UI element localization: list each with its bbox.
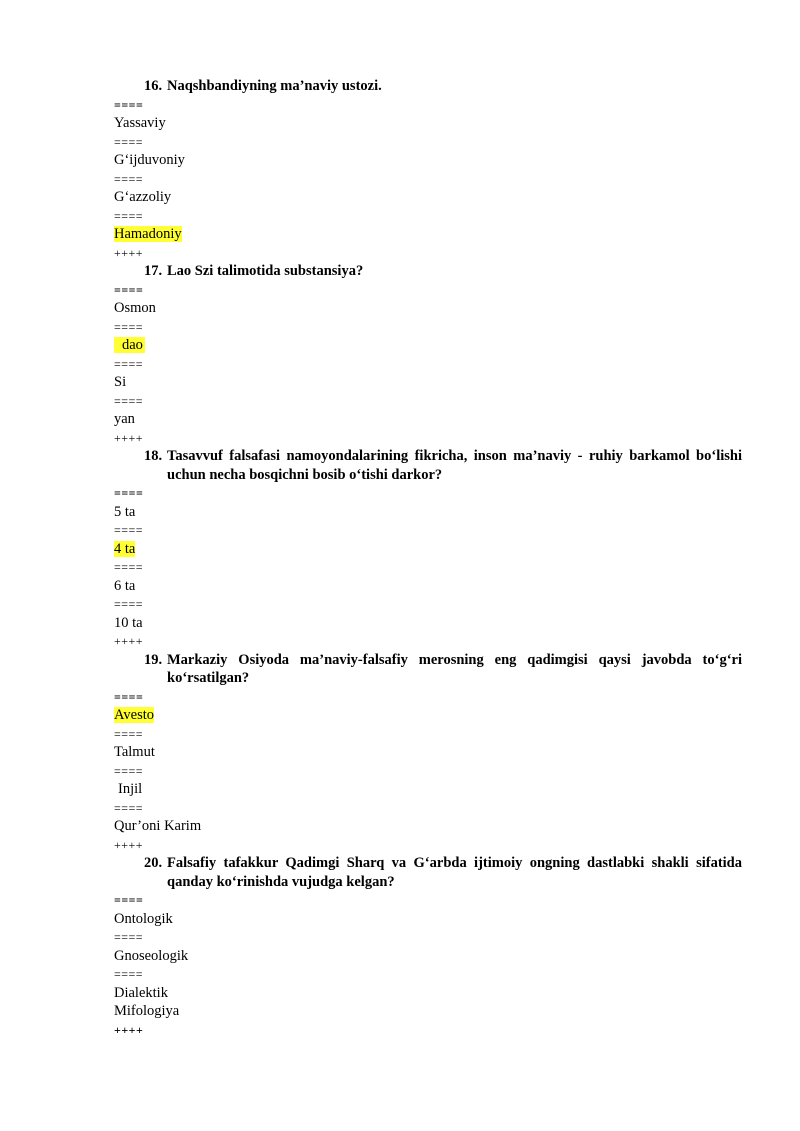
end-marker: ++++ [114, 430, 144, 445]
separator: ==== [114, 319, 144, 334]
answer-option-correct [114, 706, 742, 725]
separator: ==== [114, 208, 144, 223]
end-marker: ++++ [114, 634, 144, 648]
separator: ==== [114, 171, 144, 186]
separator: ==== [114, 689, 144, 704]
highlighted-answer: 4 ta [114, 540, 136, 557]
highlighted-answer: Hamadoniy [114, 226, 182, 242]
question-text: Naqshbandiyning ma’naviy ustozi. [167, 78, 382, 94]
separator: ==== [114, 560, 144, 574]
question-number: 18. [144, 448, 163, 464]
highlighted-answer: Avesto [114, 707, 155, 723]
test-document [114, 77, 742, 1039]
answer-option: 10 ta [114, 614, 143, 631]
end-marker: ++++ [114, 837, 144, 852]
question-16 [114, 77, 742, 96]
separator: ==== [114, 134, 144, 149]
separator: ==== [114, 523, 144, 537]
separator: ==== [114, 800, 144, 815]
question-number: 20. [144, 855, 163, 871]
answer-option: Talmut [114, 744, 155, 760]
answer-option: Mifologiya [114, 1003, 180, 1019]
question-text: Markaziy Osiyoda ma’naviy-falsafiy merosning eng qadimgisi qaysi javobda to‘g‘ri ko‘rsatilgan? [167, 651, 742, 686]
separator: ==== [114, 726, 144, 741]
separator: ==== [114, 597, 144, 611]
question-19 [114, 651, 742, 688]
separator: ==== [114, 763, 144, 778]
answer-option: Qur’oni Karim [114, 818, 202, 834]
separator: ==== [114, 97, 144, 112]
separator: ==== [114, 282, 144, 297]
answer-option: 6 ta [114, 577, 136, 594]
separator: ==== [114, 393, 144, 408]
question-number: 17. [144, 263, 163, 279]
question-20 [114, 854, 742, 891]
answer-option: Si [114, 374, 127, 390]
answer-option: Yassaviy [114, 115, 166, 131]
answer-option-correct [114, 225, 742, 244]
answer-option: G‘ijduvoniy [114, 152, 185, 168]
question-17 [114, 262, 742, 281]
end-marker: ++++ [114, 1022, 144, 1037]
answer-option-correct [114, 540, 742, 559]
answer-option: 5 ta [114, 503, 136, 520]
end-marker: ++++ [114, 245, 144, 260]
separator: ==== [114, 893, 144, 907]
answer-option: Ontologik [114, 910, 173, 927]
highlighted-answer: dao [114, 337, 145, 353]
question-number: 16. [144, 78, 163, 94]
separator: ==== [114, 930, 144, 944]
answer-option: G‘azzoliy [114, 189, 172, 205]
question-text: Falsafiy tafakkur Qadimgi Sharq va G‘arbda ijtimoiy ongning dastlabki shakli sifatida qanday ko‘rinishda vujudga kelgan? [167, 855, 742, 890]
answer-option: yan [114, 411, 135, 427]
question-number: 19. [144, 651, 163, 668]
separator: ==== [114, 967, 144, 981]
question-text: Tasavvuf falsafasi namoyondalarining fikricha, inson ma’naviy - ruhiy barkamol bo‘lishi uchun necha bosqichni bosib o‘tishi darkor? [167, 448, 742, 483]
answer-option: Osmon [114, 300, 156, 316]
question-18 [114, 447, 742, 484]
answer-option-correct [114, 336, 742, 355]
separator: ==== [114, 356, 144, 371]
separator: ==== [114, 486, 144, 500]
answer-option: Injil [118, 781, 143, 797]
answer-option: Gnoseologik [114, 947, 189, 964]
question-text: Lao Szi talimotida substansiya? [167, 263, 364, 279]
answer-option: Dialektik [114, 984, 168, 1001]
